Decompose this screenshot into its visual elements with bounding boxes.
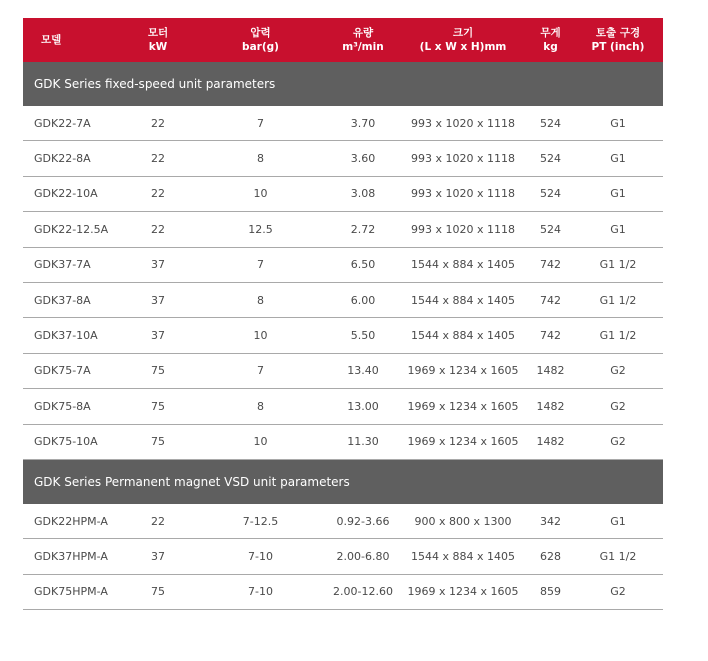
table-row bbox=[23, 106, 663, 141]
spec-table bbox=[23, 18, 663, 610]
cell-pressure: 10 bbox=[253, 435, 268, 449]
cell-outlet: G1 bbox=[610, 187, 626, 201]
header-flow-label: 유량 bbox=[352, 27, 374, 39]
header-pressure bbox=[193, 18, 328, 62]
cell-weight: 524 bbox=[540, 152, 561, 166]
cell-weight: 742 bbox=[540, 293, 561, 307]
cell-pressure: 8 bbox=[257, 293, 264, 307]
cell-pressure: 8 bbox=[257, 399, 264, 413]
header-motor bbox=[123, 18, 193, 62]
cell-pressure: 8 bbox=[257, 152, 264, 166]
cell-motor-kw: 37 bbox=[151, 258, 165, 272]
cell-weight: 524 bbox=[540, 187, 561, 201]
table-row bbox=[23, 177, 663, 212]
cell-pressure: 7 bbox=[257, 364, 264, 378]
table-body bbox=[23, 62, 663, 610]
cell-outlet: G1 bbox=[610, 116, 626, 130]
header-size bbox=[398, 18, 528, 62]
cell-pressure: 7 bbox=[257, 116, 264, 130]
header-pressure-label: 압력 bbox=[250, 27, 271, 39]
cell-motor-kw: 22 bbox=[151, 222, 165, 236]
header-pressure-unit: bar(g) bbox=[242, 41, 279, 53]
cell-outlet: G2 bbox=[610, 585, 626, 599]
header-size-label: 크기 bbox=[452, 27, 474, 39]
cell-model: GDK22-8A bbox=[34, 152, 91, 166]
cell-outlet: G1 1/2 bbox=[599, 329, 637, 343]
table-row bbox=[23, 318, 663, 353]
header-size-unit: (L x W x H)mm bbox=[419, 41, 507, 53]
table-header bbox=[23, 18, 663, 62]
cell-size: 993 x 1020 x 1118 bbox=[411, 152, 515, 166]
cell-weight: 1482 bbox=[536, 364, 565, 378]
cell-flow: 2.72 bbox=[350, 222, 376, 236]
cell-model: GDK75-8A bbox=[34, 399, 91, 413]
cell-pressure: 10 bbox=[253, 329, 268, 343]
cell-motor-kw: 75 bbox=[151, 585, 165, 599]
cell-motor-kw: 75 bbox=[151, 399, 165, 413]
cell-flow: 3.08 bbox=[350, 187, 376, 201]
section-title: GDK Series fixed-speed unit parameters bbox=[23, 62, 663, 106]
cell-pressure: 7-10 bbox=[248, 549, 273, 563]
header-motor-label: 모터 bbox=[147, 27, 169, 39]
cell-flow: 0.92-3.66 bbox=[336, 514, 390, 528]
cell-outlet: G2 bbox=[610, 399, 626, 413]
cell-pressure: 7-12.5 bbox=[242, 514, 279, 528]
table-row bbox=[23, 141, 663, 176]
cell-model: GDK22-12.5A bbox=[34, 222, 109, 236]
cell-size: 993 x 1020 x 1118 bbox=[411, 187, 515, 201]
cell-flow: 2.00-12.60 bbox=[333, 585, 393, 599]
cell-size: 1969 x 1234 x 1605 bbox=[407, 364, 519, 378]
cell-model: GDK75HPM-A bbox=[34, 585, 108, 599]
cell-pressure: 7 bbox=[257, 258, 264, 272]
section-title: GDK Series Permanent magnet VSD unit parameters bbox=[23, 460, 663, 504]
cell-weight: 859 bbox=[540, 585, 561, 599]
cell-weight: 742 bbox=[540, 329, 561, 343]
cell-motor-kw: 37 bbox=[151, 293, 165, 307]
header-model-label: 모델 bbox=[41, 34, 62, 46]
cell-outlet: G1 1/2 bbox=[599, 293, 637, 307]
cell-weight: 524 bbox=[540, 116, 561, 130]
cell-outlet: G1 1/2 bbox=[599, 549, 637, 563]
header-flow bbox=[328, 18, 398, 62]
cell-motor-kw: 75 bbox=[151, 364, 165, 378]
cell-model: GDK37-10A bbox=[34, 329, 98, 343]
table-row bbox=[23, 575, 663, 610]
header-outlet-unit: PT (inch) bbox=[591, 41, 645, 53]
cell-motor-kw: 75 bbox=[151, 435, 165, 449]
header-outlet bbox=[573, 18, 663, 62]
table-row bbox=[23, 248, 663, 283]
cell-motor-kw: 37 bbox=[151, 549, 165, 563]
cell-flow: 6.00 bbox=[350, 293, 376, 307]
cell-outlet: G2 bbox=[610, 435, 626, 449]
cell-size: 1544 x 884 x 1405 bbox=[411, 258, 515, 272]
cell-flow: 5.50 bbox=[350, 329, 376, 343]
header-weight bbox=[528, 18, 573, 62]
cell-flow: 6.50 bbox=[350, 258, 376, 272]
table-row bbox=[23, 504, 663, 539]
cell-flow: 13.00 bbox=[347, 399, 379, 413]
header-motor-unit: kW bbox=[148, 41, 168, 53]
cell-model: GDK37HPM-A bbox=[34, 549, 108, 563]
cell-model: GDK22-7A bbox=[34, 116, 91, 130]
header-weight-unit: kg bbox=[543, 41, 558, 53]
cell-outlet: G2 bbox=[610, 364, 626, 378]
header-flow-unit: m³/min bbox=[342, 41, 384, 53]
table-row bbox=[23, 539, 663, 574]
cell-flow: 13.40 bbox=[347, 364, 379, 378]
cell-pressure: 12.5 bbox=[248, 222, 273, 236]
cell-size: 900 x 800 x 1300 bbox=[414, 514, 512, 528]
cell-pressure: 10 bbox=[253, 187, 268, 201]
cell-weight: 628 bbox=[540, 549, 561, 563]
cell-size: 993 x 1020 x 1118 bbox=[411, 116, 515, 130]
cell-flow: 3.60 bbox=[350, 152, 376, 166]
cell-model: GDK22HPM-A bbox=[34, 514, 108, 528]
cell-weight: 742 bbox=[540, 258, 561, 272]
cell-weight: 342 bbox=[540, 514, 561, 528]
cell-size: 1544 x 884 x 1405 bbox=[411, 329, 515, 343]
cell-motor-kw: 22 bbox=[151, 187, 165, 201]
cell-model: GDK37-8A bbox=[34, 293, 91, 307]
table-row bbox=[23, 283, 663, 318]
cell-motor-kw: 22 bbox=[151, 116, 165, 130]
header-model bbox=[23, 18, 123, 62]
cell-size: 1969 x 1234 x 1605 bbox=[407, 585, 519, 599]
table-row bbox=[23, 389, 663, 424]
cell-motor-kw: 37 bbox=[151, 329, 165, 343]
table-row bbox=[23, 212, 663, 247]
cell-model: GDK22-10A bbox=[34, 187, 98, 201]
cell-flow: 11.30 bbox=[347, 435, 379, 449]
cell-weight: 524 bbox=[540, 222, 561, 236]
table-row bbox=[23, 354, 663, 389]
cell-outlet: G1 1/2 bbox=[599, 258, 637, 272]
table-row bbox=[23, 425, 663, 460]
cell-motor-kw: 22 bbox=[151, 514, 165, 528]
cell-weight: 1482 bbox=[536, 435, 565, 449]
header-outlet-label: 토출 구경 bbox=[595, 27, 641, 39]
cell-outlet: G1 bbox=[610, 152, 626, 166]
cell-size: 1544 x 884 x 1405 bbox=[411, 293, 515, 307]
cell-weight: 1482 bbox=[536, 399, 565, 413]
cell-flow: 2.00-6.80 bbox=[336, 549, 390, 563]
cell-motor-kw: 22 bbox=[151, 152, 165, 166]
cell-size: 1969 x 1234 x 1605 bbox=[407, 435, 519, 449]
cell-size: 1544 x 884 x 1405 bbox=[411, 549, 515, 563]
cell-outlet: G1 bbox=[610, 514, 626, 528]
cell-flow: 3.70 bbox=[350, 116, 376, 130]
cell-model: GDK75-10A bbox=[34, 435, 98, 449]
header-weight-label: 무게 bbox=[540, 27, 561, 39]
cell-outlet: G1 bbox=[610, 222, 626, 236]
cell-pressure: 7-10 bbox=[248, 585, 273, 599]
cell-model: GDK37-7A bbox=[34, 258, 91, 272]
cell-model: GDK75-7A bbox=[34, 364, 91, 378]
cell-size: 1969 x 1234 x 1605 bbox=[407, 399, 519, 413]
cell-size: 993 x 1020 x 1118 bbox=[411, 222, 515, 236]
